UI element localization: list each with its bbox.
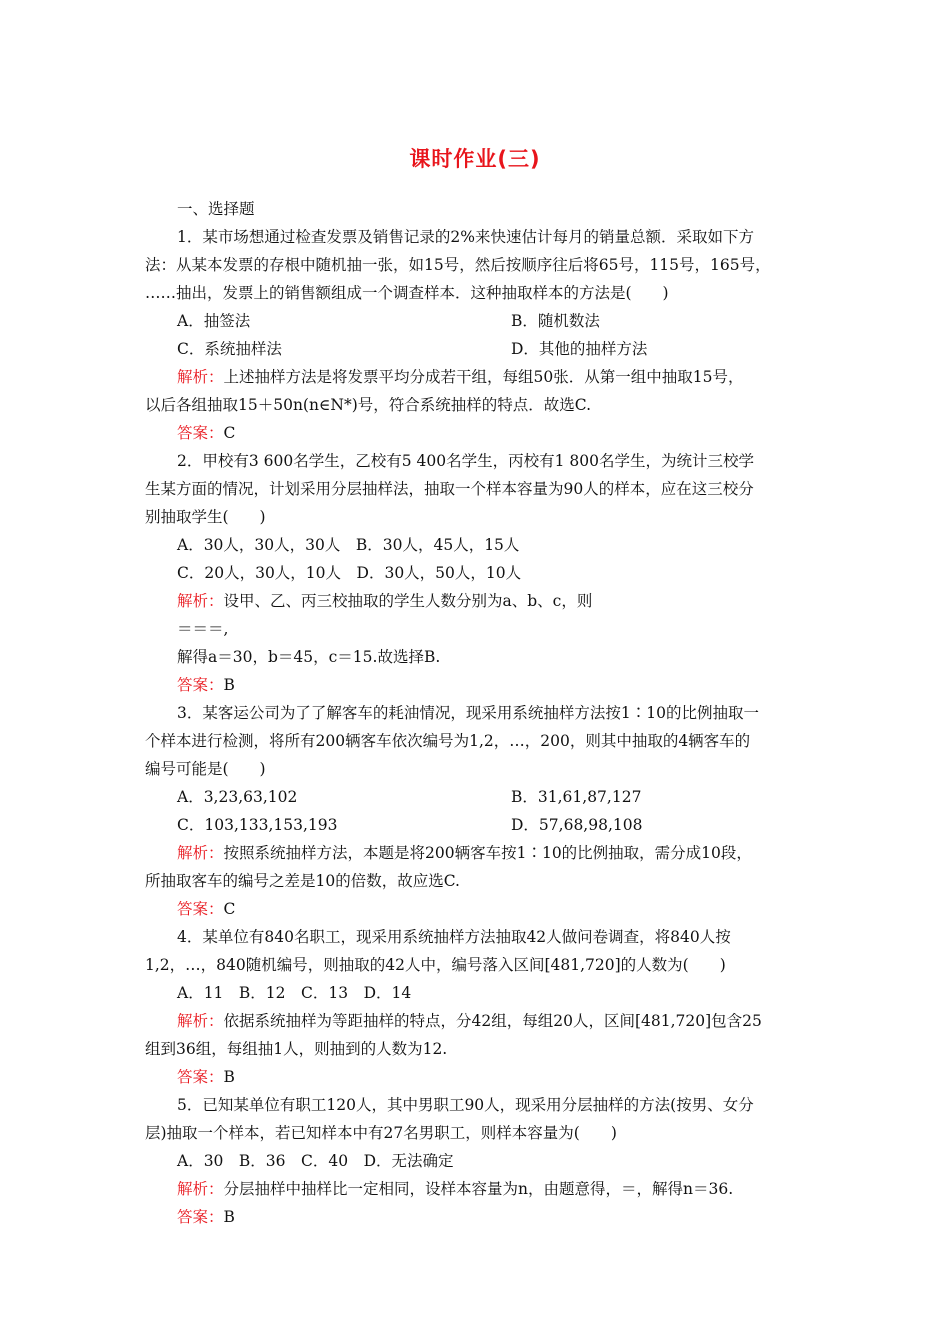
q5-stem-line: 层)抽取一个样本，若已知样本中有27名男职工，则样本容量为( ) [145,1124,617,1142]
q1-stem-line: 法：从某本发票的存根中随机抽一张，如15号，然后按顺序往后将65号，115号，165号， [145,256,771,274]
q4-options-line: A．11 B．12 C．13 D．14 [177,984,412,1002]
analysis-label: 解析： [177,592,224,610]
q2-stem-line: 生某方面的情况，计划采用分层抽样法，抽取一个样本容量为90人的样本，应在这三校分 [145,480,754,498]
q2-analysis-line [177,588,592,614]
q4-answer-line [177,1064,235,1090]
q2-options-line: A．30人，30人，30人 B．30人，45人，15人 [177,536,520,554]
q2-options-line: C．20人，30人，10人 D．30人，50人，10人 [177,564,522,582]
q5-stem-line: 5．已知某单位有职工120人，其中男职工90人，现采用分层抽样的方法(按男、女分 [177,1096,754,1114]
q1-analysis-line [177,364,743,390]
q2-analysis-text: 设甲、乙、丙三校抽取的学生人数分别为a、b、c，则 [223,592,593,610]
q3-analysis-line: 所抽取客车的编号之差是10的倍数，故应选C. [145,872,460,890]
q5-answer-line [177,1204,235,1230]
analysis-label: 解析： [177,1180,224,1198]
q3-option-d: D．57,68,98,108 [511,816,643,834]
q5-options-line: A．30 B．36 C．40 D．无法确定 [177,1152,454,1170]
q3-analysis-text: 按照系统抽样方法，本题是将200辆客车按1∶10的比例抽取，需分成10段， [223,844,752,862]
analysis-label: 解析： [177,1012,224,1030]
q1-analysis-text: 上述抽样方法是将发票平均分成若干组，每组50张．从第一组中抽取15号， [223,368,744,386]
q5-analysis-line [177,1176,733,1202]
q1-option-c: C．系统抽样法 [177,340,282,358]
q3-answer-line [177,896,235,922]
answer-label: 答案： [177,900,224,918]
q2-answer: B [223,676,235,694]
q3-stem-line: 编号可能是( ) [145,760,266,778]
q4-analysis-line [177,1008,762,1034]
q3-analysis-line [177,840,752,866]
q4-answer: B [223,1068,235,1086]
q1-answer: C [223,424,236,442]
q1-option-d: D．其他的抽样方法 [511,340,648,358]
q1-option-b: B．随机数法 [511,312,600,330]
q3-stem-line: 3．某客运公司为了了解客车的耗油情况，现采用系统抽样方法按1∶10的比例抽取一 [177,704,759,722]
q1-option-a: A．抽签法 [177,312,251,330]
q3-answer: C [223,900,236,918]
analysis-label: 解析： [177,844,224,862]
q4-stem-line: 1,2，…，840随机编号，则抽取的42人中，编号落入区间[481,720]的人数为( ) [145,956,726,974]
analysis-label: 解析： [177,368,224,386]
answer-label: 答案： [177,424,224,442]
q3-option-a: A．3,23,63,102 [177,788,298,806]
q1-answer-line [177,420,235,446]
q3-option-b: B．31,61,87,127 [511,788,642,806]
answer-label: 答案： [177,1208,224,1226]
q2-answer-line [177,672,235,698]
q4-stem-line: 4．某单位有840名职工，现采用系统抽样方法抽取42人做问卷调查，将840人按 [177,928,731,946]
q1-stem-line: 1．某市场想通过检查发票及销售记录的2%来快速估计每月的销量总额．采取如下方 [177,228,754,246]
q3-option-c: C．103,133,153,193 [177,816,338,834]
q2-analysis-line: ＝＝＝, [177,620,229,638]
q1-analysis-line: 以后各组抽取15＋50n(n∈N*)号，符合系统抽样的特点．故选C. [145,396,592,414]
q4-analysis-text: 依据系统抽样为等距抽样的特点，分42组，每组20人，区间[481,720]包含25 [223,1012,762,1030]
q2-stem-line: 2．甲校有3 600名学生，乙校有5 400名学生，丙校有1 800名学生，为统计三校学 [177,452,754,470]
q1-stem-line: ……抽出，发票上的销售额组成一个调查样本．这种抽取样本的方法是( ) [145,284,669,302]
q2-stem-line: 别抽取学生( ) [145,508,266,526]
q3-stem-line: 个样本进行检测，将所有200辆客车依次编号为1,2，…，200，则其中抽取的4辆客车的 [145,732,751,750]
answer-label: 答案： [177,1068,224,1086]
q5-analysis-text: 分层抽样中抽样比一定相同，设样本容量为n，由题意得，＝，解得n＝36. [223,1180,734,1198]
page-title: 课时作业(三) [409,147,541,171]
q4-analysis-line: 组到36组，每组抽1人，则抽到的人数为12. [145,1040,448,1058]
q5-answer: B [223,1208,235,1226]
section-heading: 一、选择题 [177,200,255,218]
q2-analysis-line: 解得a＝30，b＝45，c＝15.故选择B. [177,648,441,666]
answer-label: 答案： [177,676,224,694]
